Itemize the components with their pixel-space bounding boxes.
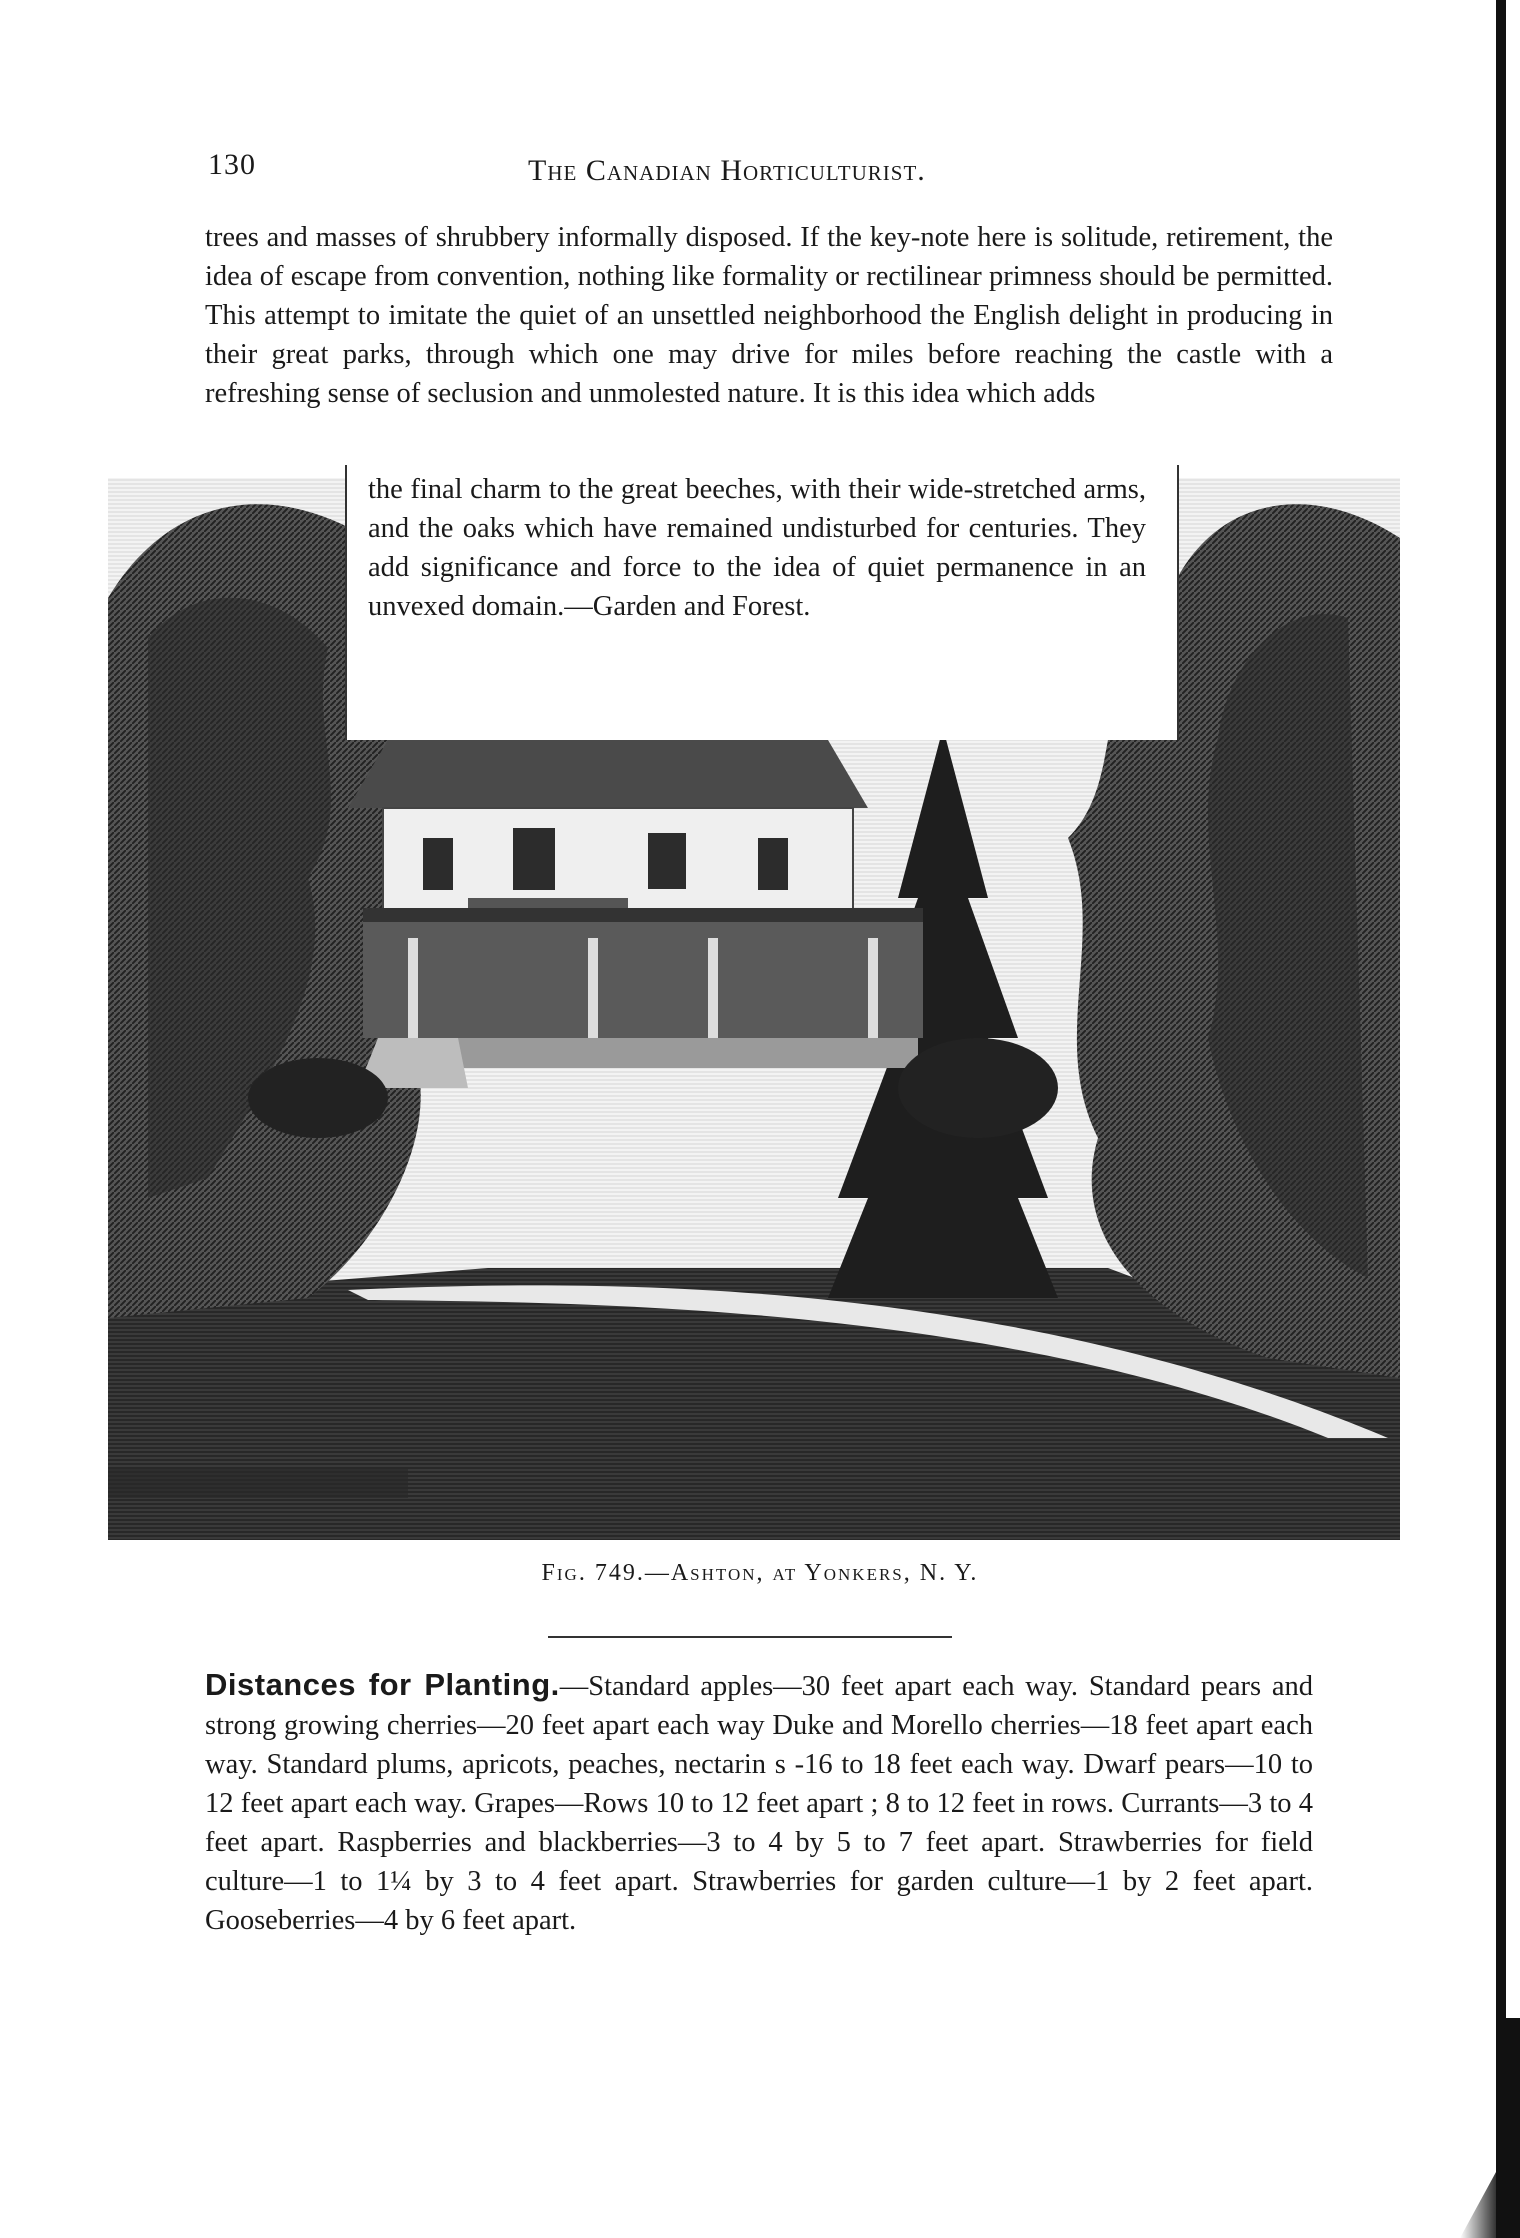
planting-paragraph bbox=[205, 1665, 1313, 1940]
section-rule bbox=[548, 1636, 952, 1638]
article-paragraph-top: trees and masses of shrubbery informally disposed. If the key-note here is solitude, retirement, the idea of escape from convention, nothing like formality or rectilinear primness should be permitted. This attempt to imitate the quiet of an unsettled neighborhood the English delight in producing in their great parks, through which one may drive for miles before reaching the castle with a refreshing sense of seclusion and unmolested nature. It is this idea which adds bbox=[205, 222, 1333, 409]
page-number: 130 bbox=[208, 148, 256, 181]
article-paragraph-continuation: the final charm to the great beeches, with their wide-stretched arms, and the oaks which have remained undisturbed for centuries. They add significance and force to the idea of quiet permanence in an unvexed domain.—Garden and Forest. bbox=[368, 474, 1146, 622]
figure-caption: Fig. 749.—Ashton, at Yonkers, N. Y. bbox=[541, 1560, 979, 1586]
page-edge-tip bbox=[1460, 2018, 1520, 2238]
planting-text: —Standard apples—30 feet apart each way. Standard pears and strong growing cherries—20 feet apart each way Duke and Morello cherries—18 feet apart each way. Standard plums, apricots, peaches, nectarin s -16 to 18 feet each way. Dwarf pears—10 to 12 feet apart each way. Grapes—Rows 10 to 12 feet apart ; 8 to 12 feet in rows. Currants—3 to 4 feet apart. Raspberries and blackberries—3 to 4 by 5 to 7 feet apart. Strawberries for field culture—1 to 1¼ by 3 to 4 feet apart. Strawberries for garden culture—1 by 2 feet apart. Gooseberries—4 by 6 feet apart. bbox=[205, 1671, 1314, 1936]
page-edge bbox=[1496, 0, 1506, 2238]
planting-heading: Distances for Planting. bbox=[205, 1667, 560, 1702]
running-head: The Canadian Horticulturist. bbox=[528, 154, 926, 187]
